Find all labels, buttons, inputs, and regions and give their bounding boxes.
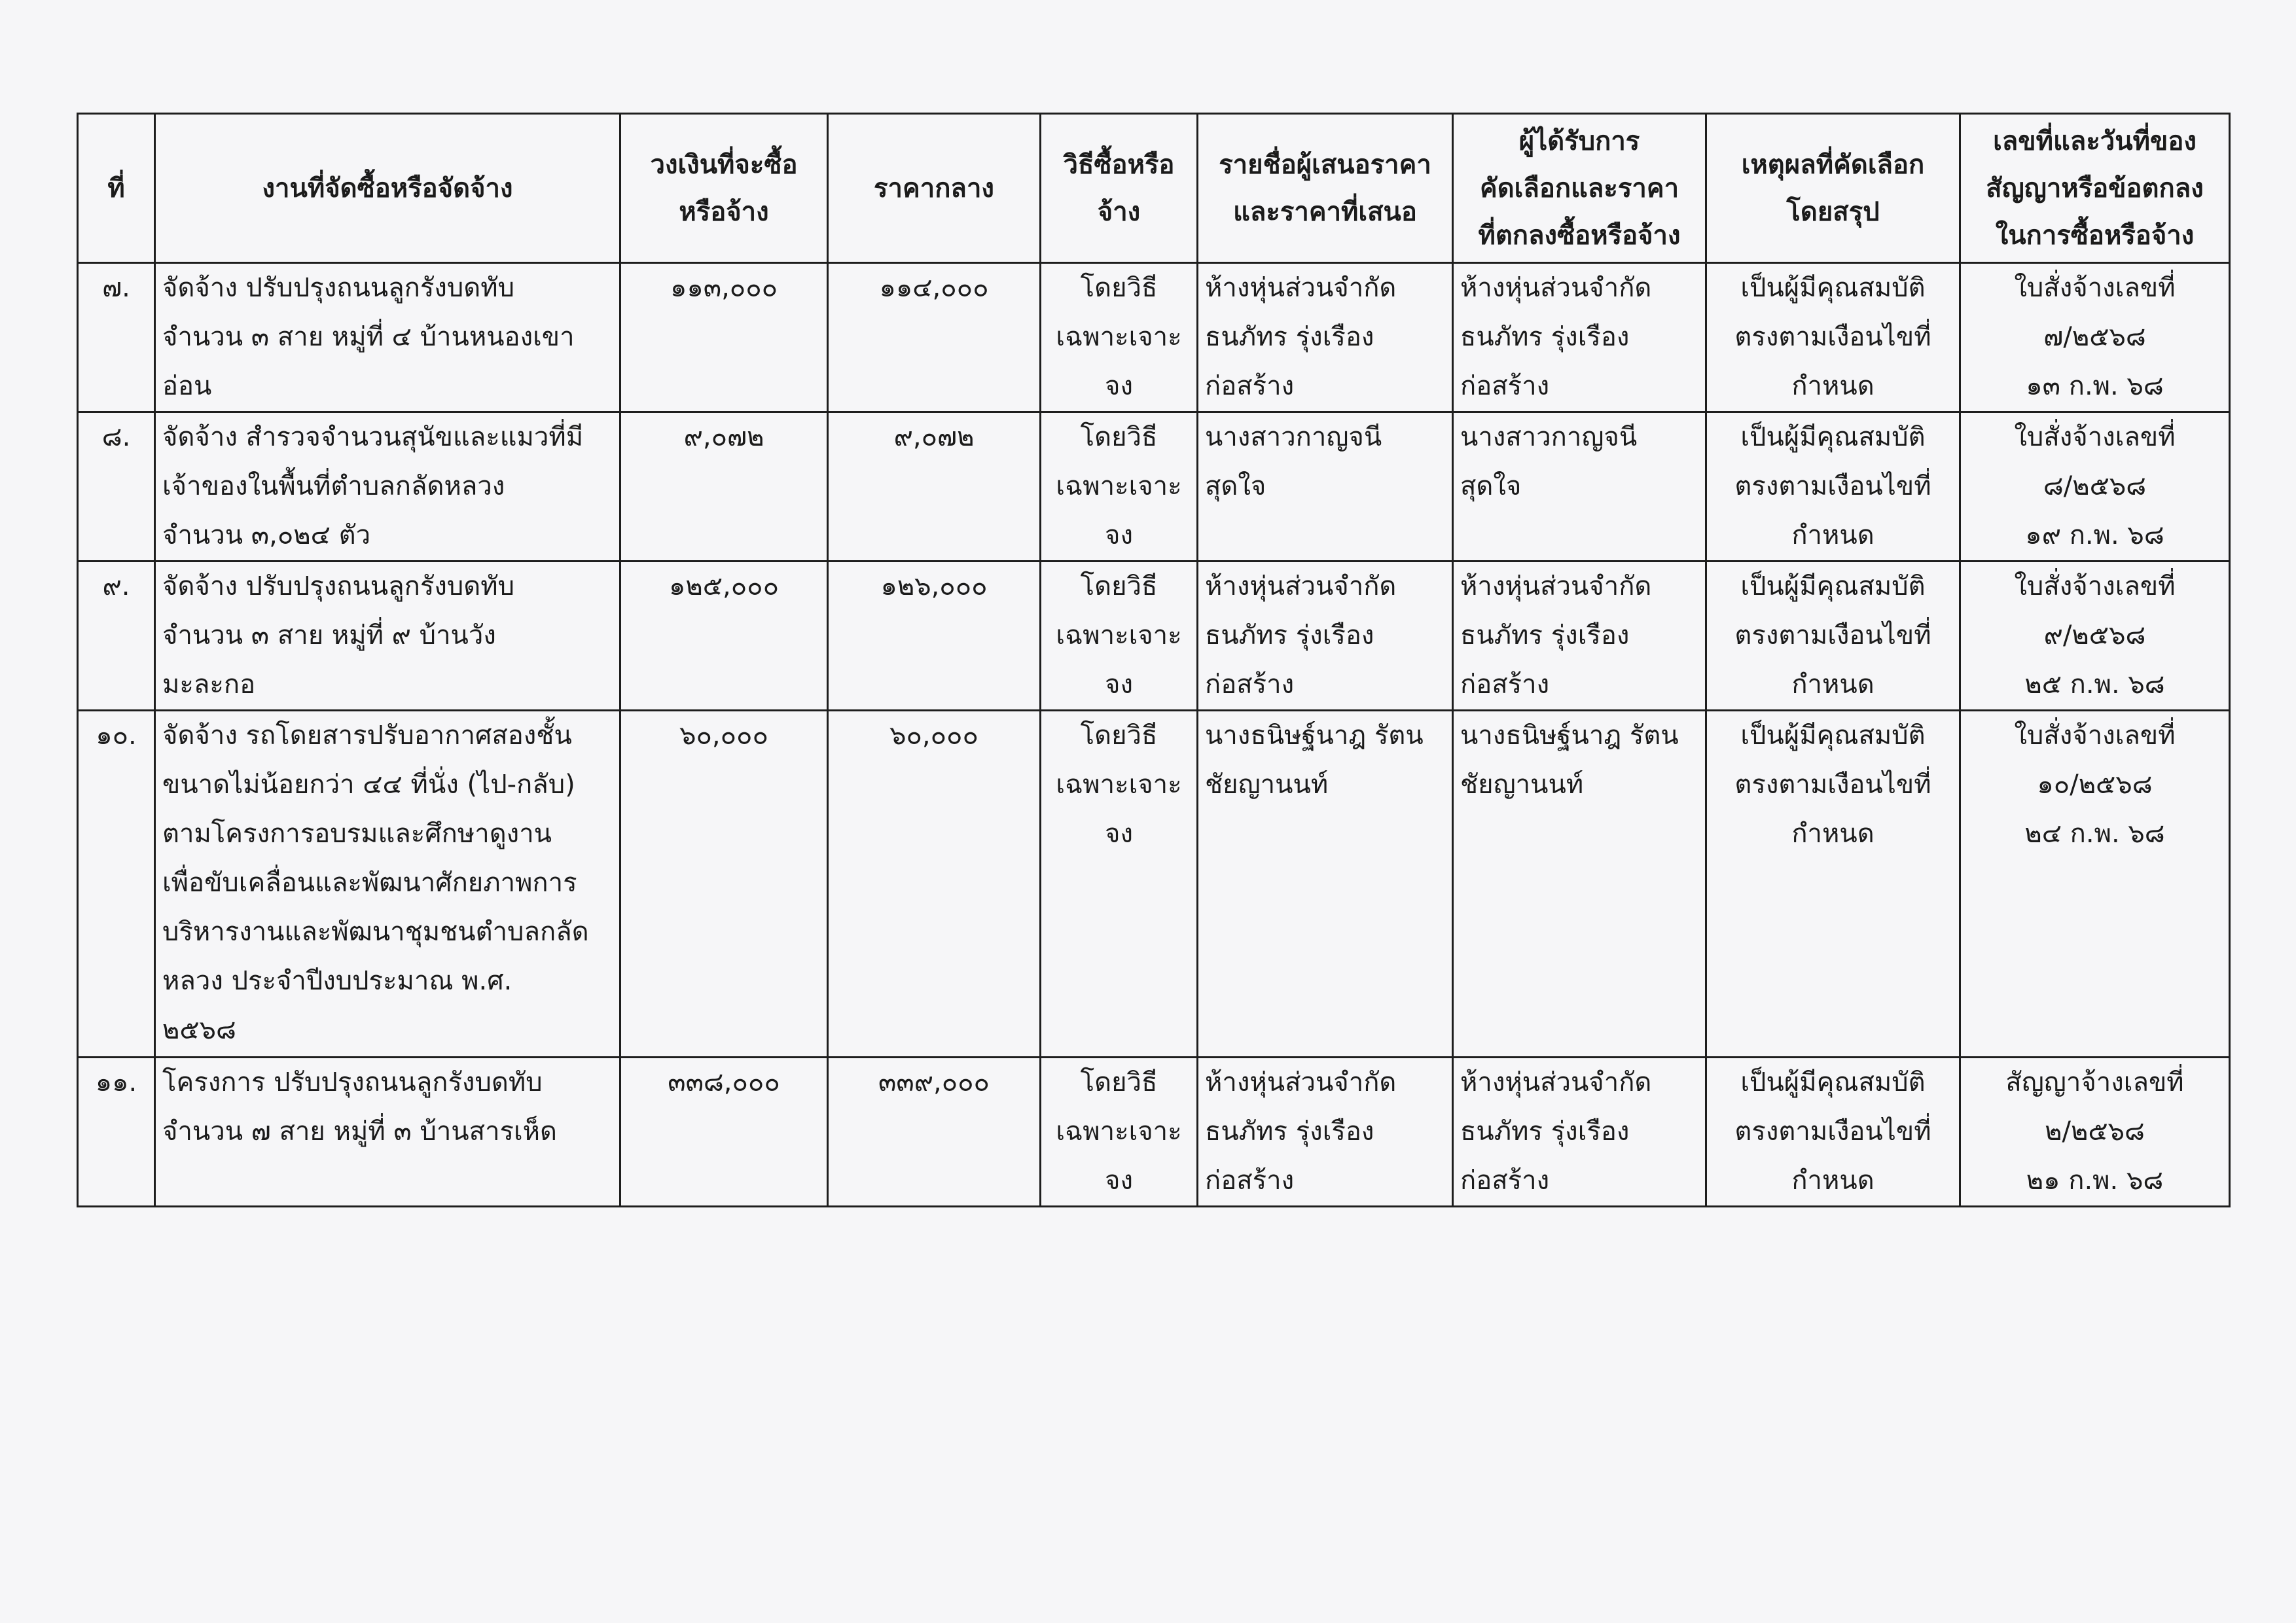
cell-contract-text: ๗/๒๕๖๘ [2043, 322, 2146, 352]
cell-bidders-text: ก่อสร้าง [1205, 371, 1295, 401]
cell-median-price-text: ๑๑๔,๐๐๐ [879, 273, 989, 303]
header-budget-line: หรือจ้าง [679, 196, 769, 227]
cell-method [1041, 562, 1198, 711]
cell-bidders-text: ห้างหุ่นส่วนจำกัด [1205, 571, 1397, 601]
cell-contract-text: ๙/๒๕๖๘ [2043, 620, 2146, 651]
cell-task-text: หลวง ประจำปีงบประมาณ พ.ศ. [162, 966, 512, 996]
cell-reason-text: กำหนด [1791, 669, 1874, 700]
cell-selected [1453, 263, 1706, 412]
cell-task-text: จัดจ้าง รถโดยสารปรับอากาศสองชั้น [162, 721, 572, 751]
table-row [78, 263, 2230, 412]
cell-method-text: โดยวิธี [1080, 721, 1158, 751]
cell-reason-text: กำหนด [1791, 819, 1874, 849]
cell-median-price [828, 263, 1041, 412]
cell-method [1041, 1058, 1198, 1207]
cell-selected-text: นางสาวกาญจนี [1460, 422, 1638, 452]
cell-contract-text: ๒๔ ก.พ. ๖๘ [2024, 819, 2165, 849]
cell-method-text: โดยวิธี [1080, 571, 1158, 601]
cell-contract [1960, 562, 2230, 711]
cell-method-text: โดยวิธี [1080, 273, 1158, 303]
cell-task [155, 263, 620, 412]
cell-task-text: จำนวน ๗ สาย หมู่ที่ ๓ บ้านสารเห็ด [162, 1116, 558, 1147]
cell-bidders [1198, 412, 1453, 562]
cell-selected-text: ชัยญานนท์ [1460, 770, 1584, 800]
header-no-line: ที่ [107, 173, 125, 204]
table-header-row [78, 114, 2230, 263]
cell-no-text: ๘. [101, 422, 131, 452]
cell-no-text: ๑๑. [95, 1067, 137, 1097]
cell-task [155, 1058, 620, 1207]
cell-bidders-text: ชัยญานนท์ [1205, 770, 1329, 800]
cell-reason-text: ตรงตามเงือนไขที่ [1734, 770, 1931, 800]
cell-selected [1453, 1058, 1706, 1207]
header-reason-line: โดยสรุป [1786, 196, 1880, 227]
header-selected [1453, 114, 1706, 263]
cell-method-text: จง [1105, 371, 1133, 401]
cell-budget-text: ๙,๐๗๒ [683, 422, 764, 452]
cell-reason-text: ตรงตามเงือนไขที่ [1734, 471, 1931, 501]
cell-task-text: บริหารงานและพัฒนาชุมชนตำบลกลัด [162, 917, 589, 947]
cell-reason [1706, 562, 1960, 711]
cell-budget [620, 1058, 828, 1207]
cell-reason [1706, 1058, 1960, 1207]
header-reason [1706, 114, 1960, 263]
cell-task-text: จัดจ้าง ปรับปรุงถนนลูกรังบดทับ [162, 273, 515, 303]
cell-selected-text: ห้างหุ่นส่วนจำกัด [1460, 1067, 1652, 1097]
cell-contract-text: ๒๕ ก.พ. ๖๘ [2024, 669, 2165, 700]
cell-contract [1960, 711, 2230, 1058]
cell-reason-text: กำหนด [1791, 371, 1874, 401]
header-budget [620, 114, 828, 263]
cell-bidders [1198, 711, 1453, 1058]
cell-contract-text: ใบสั่งจ้างเลขที่ [2014, 273, 2176, 303]
header-reason-line: เหตุผลที่คัดเลือก [1741, 149, 1925, 180]
cell-reason-text: กำหนด [1791, 520, 1874, 550]
cell-method-text: เฉพาะเจาะ [1056, 770, 1182, 800]
cell-median-price-text: ๑๒๖,๐๐๐ [880, 571, 988, 601]
cell-selected-text: ก่อสร้าง [1460, 1166, 1550, 1196]
header-median-price-line: ราคากลาง [874, 173, 994, 204]
cell-task-text: จำนวน ๓ สาย หมู่ที่ ๙ บ้านวัง [162, 620, 496, 651]
cell-no [78, 711, 155, 1058]
cell-bidders-text: ธนภัทร รุ่งเรือง [1205, 322, 1374, 352]
cell-reason-text: เป็นผู้มีคุณสมบัติ [1740, 1067, 1926, 1097]
cell-method-text: เฉพาะเจาะ [1056, 471, 1182, 501]
header-no [78, 114, 155, 263]
cell-task-text: ขนาดไม่น้อยกว่า ๔๔ ที่นั่ง (ไป-กลับ) [162, 770, 575, 800]
cell-reason-text: กำหนด [1791, 1166, 1874, 1196]
cell-task-text: มะละกอ [162, 669, 256, 700]
cell-task-text: โครงการ ปรับปรุงถนนลูกรังบดทับ [162, 1067, 543, 1097]
cell-bidders [1198, 263, 1453, 412]
cell-contract-text: ๑๓ ก.พ. ๖๘ [2026, 371, 2164, 401]
cell-bidders-text: สุดใจ [1205, 471, 1266, 501]
cell-budget [620, 562, 828, 711]
cell-method-text: เฉพาะเจาะ [1056, 322, 1182, 352]
cell-budget [620, 412, 828, 562]
cell-budget-text: ๑๑๓,๐๐๐ [670, 273, 778, 303]
cell-no [78, 1058, 155, 1207]
cell-contract-text: ๒/๒๕๖๘ [2045, 1116, 2145, 1147]
cell-bidders-text: นางสาวกาญจนี [1205, 422, 1382, 452]
cell-task-text: จำนวน ๓,๐๒๔ ตัว [162, 520, 371, 550]
cell-no-text: ๑๐. [96, 721, 137, 751]
header-method-line: จ้าง [1097, 196, 1141, 227]
cell-contract-text: ๒๑ ก.พ. ๖๘ [2026, 1166, 2164, 1196]
cell-selected-text: ก่อสร้าง [1460, 669, 1550, 700]
cell-median-price-text: ๖๐,๐๐๐ [889, 721, 978, 751]
cell-selected-text: สุดใจ [1460, 471, 1522, 501]
cell-task [155, 412, 620, 562]
cell-method-text: เฉพาะเจาะ [1056, 1116, 1182, 1147]
cell-reason-text: ตรงตามเงือนไขที่ [1734, 322, 1931, 352]
cell-budget-text: ๓๓๘,๐๐๐ [668, 1067, 780, 1097]
cell-budget-text: ๑๒๕,๐๐๐ [669, 571, 779, 601]
cell-budget [620, 711, 828, 1058]
cell-task [155, 711, 620, 1058]
header-method [1041, 114, 1198, 263]
cell-median-price [828, 412, 1041, 562]
cell-selected [1453, 412, 1706, 562]
cell-reason [1706, 711, 1960, 1058]
cell-reason-text: ตรงตามเงือนไขที่ [1734, 620, 1931, 651]
header-budget-line: วงเงินที่จะซื้อ [650, 149, 798, 180]
cell-selected [1453, 711, 1706, 1058]
cell-selected-text: ห้างหุ่นส่วนจำกัด [1460, 273, 1652, 303]
table-body [78, 263, 2230, 1207]
header-task-line: งานที่จัดซื้อหรือจัดจ้าง [262, 173, 513, 204]
cell-bidders-text: ก่อสร้าง [1205, 669, 1295, 700]
cell-reason [1706, 263, 1960, 412]
header-contract-line: สัญญาหรือข้อตกลง [1986, 173, 2204, 204]
header-contract-line: เลขที่และวันที่ของ [1993, 126, 2197, 156]
header-selected-line: คัดเลือกและราคา [1479, 173, 1679, 204]
cell-method-text: จง [1105, 520, 1133, 550]
cell-bidders [1198, 1058, 1453, 1207]
cell-task-text: เพื่อขับเคลื่อนและพัฒนาศักยภาพการ [162, 868, 577, 898]
cell-method-text: เฉพาะเจาะ [1056, 620, 1182, 651]
cell-no [78, 412, 155, 562]
cell-method-text: โดยวิธี [1080, 1067, 1158, 1097]
cell-no [78, 263, 155, 412]
cell-median-price-text: ๓๓๙,๐๐๐ [878, 1067, 990, 1097]
table-row [78, 412, 2230, 562]
cell-bidders [1198, 562, 1453, 711]
cell-reason [1706, 412, 1960, 562]
cell-task-text: เจ้าของในพื้นที่ตำบลกลัดหลวง [162, 471, 505, 501]
header-median-price [828, 114, 1041, 263]
cell-contract [1960, 1058, 2230, 1207]
cell-method [1041, 263, 1198, 412]
cell-selected-text: ธนภัทร รุ่งเรือง [1460, 620, 1630, 651]
cell-selected-text: ธนภัทร รุ่งเรือง [1460, 1116, 1630, 1147]
cell-task-text: จัดจ้าง สำรวจจำนวนสุนัขและแมวที่มี [162, 422, 584, 452]
header-contract-line: ในการซื้อหรือจ้าง [1995, 220, 2195, 251]
cell-method-text: โดยวิธี [1080, 422, 1158, 452]
cell-median-price [828, 711, 1041, 1058]
cell-median-price-text: ๙,๐๗๒ [893, 422, 975, 452]
cell-bidders-text: ห้างหุ่นส่วนจำกัด [1205, 1067, 1397, 1097]
cell-median-price [828, 1058, 1041, 1207]
cell-bidders-text: ธนภัทร รุ่งเรือง [1205, 620, 1374, 651]
cell-contract [1960, 412, 2230, 562]
cell-contract-text: ใบสั่งจ้างเลขที่ [2014, 422, 2176, 452]
cell-reason-text: เป็นผู้มีคุณสมบัติ [1740, 721, 1926, 751]
cell-method [1041, 412, 1198, 562]
table-row [78, 1058, 2230, 1207]
cell-no-text: ๙. [102, 571, 130, 601]
cell-task-text: จำนวน ๓ สาย หมู่ที่ ๔ บ้านหนองเขา [162, 322, 575, 352]
cell-median-price [828, 562, 1041, 711]
cell-method-text: จง [1105, 669, 1133, 700]
cell-bidders-text: ห้างหุ่นส่วนจำกัด [1205, 273, 1397, 303]
cell-selected-text: ห้างหุ่นส่วนจำกัด [1460, 571, 1652, 601]
cell-budget-text: ๖๐,๐๐๐ [679, 721, 768, 751]
cell-no-text: ๗. [102, 273, 130, 303]
cell-contract-text: ๑๙ ก.พ. ๖๘ [2025, 520, 2164, 550]
cell-bidders-text: นางธนิษฐ์นาฎ รัตน [1205, 721, 1424, 751]
header-bidders [1198, 114, 1453, 263]
cell-contract-text: ใบสั่งจ้างเลขที่ [2014, 721, 2176, 751]
cell-selected [1453, 562, 1706, 711]
cell-selected-text: ก่อสร้าง [1460, 371, 1550, 401]
header-contract [1960, 114, 2230, 263]
cell-selected-text: ธนภัทร รุ่งเรือง [1460, 322, 1630, 352]
cell-reason-text: เป็นผู้มีคุณสมบัติ [1740, 422, 1926, 452]
cell-reason-text: เป็นผู้มีคุณสมบัติ [1740, 273, 1926, 303]
table-row [78, 562, 2230, 711]
cell-contract-text: ๑๐/๒๕๖๘ [2037, 770, 2153, 800]
cell-budget [620, 263, 828, 412]
header-task [155, 114, 620, 263]
cell-contract [1960, 263, 2230, 412]
cell-selected-text: นางธนิษฐ์นาฎ รัตน [1460, 721, 1679, 751]
cell-reason-text: เป็นผู้มีคุณสมบัติ [1740, 571, 1926, 601]
cell-task-text: ตามโครงการอบรมและศึกษาดูงาน [162, 819, 552, 849]
header-bidders-line: รายชื่อผู้เสนอราคา [1219, 149, 1431, 180]
cell-task-text: ๒๕๖๘ [162, 1015, 236, 1045]
cell-method-text: จง [1105, 1166, 1133, 1196]
cell-reason-text: ตรงตามเงือนไขที่ [1734, 1116, 1931, 1147]
cell-no [78, 562, 155, 711]
table-row [78, 711, 2230, 1058]
header-bidders-line: และราคาที่เสนอ [1233, 196, 1417, 227]
cell-bidders-text: ก่อสร้าง [1205, 1166, 1295, 1196]
header-method-line: วิธีซื้อหรือ [1063, 149, 1175, 180]
cell-task-text: จัดจ้าง ปรับปรุงถนนลูกรังบดทับ [162, 571, 515, 601]
cell-contract-text: ใบสั่งจ้างเลขที่ [2014, 571, 2176, 601]
header-selected-line: ที่ตกลงซื้อหรือจ้าง [1478, 220, 1681, 251]
cell-task [155, 562, 620, 711]
cell-task-text: อ่อน [162, 371, 212, 401]
cell-contract-text: สัญญาจ้างเลขที่ [2005, 1067, 2184, 1097]
cell-bidders-text: ธนภัทร รุ่งเรือง [1205, 1116, 1374, 1147]
header-selected-line: ผู้ได้รับการ [1518, 126, 1640, 156]
cell-method [1041, 711, 1198, 1058]
cell-contract-text: ๘/๒๕๖๘ [2043, 471, 2147, 501]
procurement-table [77, 113, 2231, 1207]
cell-method-text: จง [1105, 819, 1133, 849]
